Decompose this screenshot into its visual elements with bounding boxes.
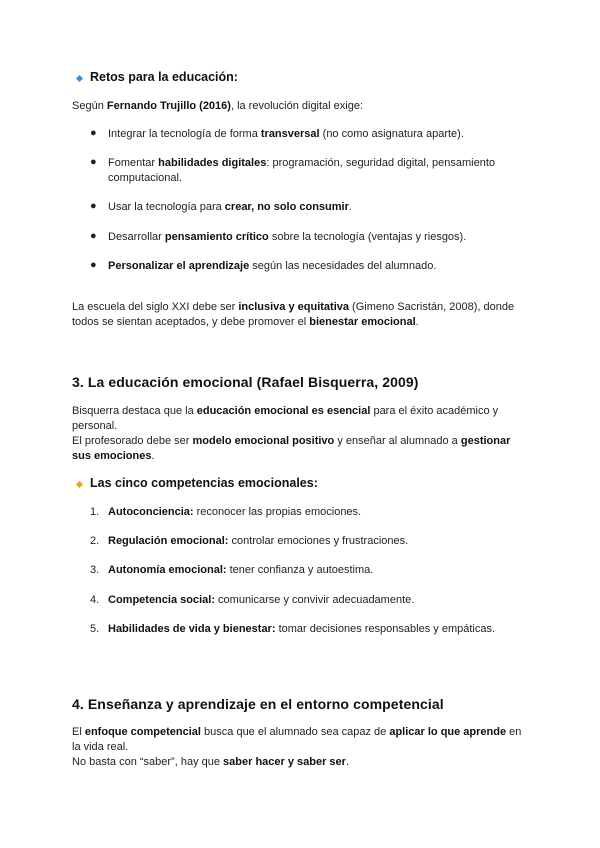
bullet-dot-icon: ● [90,127,97,139]
retos-heading: Retos para la educación: [90,70,238,84]
list-number: 4. [90,594,100,606]
blue-diamond-bullet-icon [76,75,83,82]
retos-intro: Según Fernando Trujillo (2016), la revolución digital exige: [72,100,364,112]
section-3-heading: 3. La educación emocional (Rafael Bisquerra, 2009) [72,374,419,390]
list-item: Competencia social: comunicarse y convivir adecuadamente. [108,594,415,606]
list-item: Regulación emocional: controlar emociones y frustraciones. [108,535,409,547]
list-item: Habilidades de vida y bienestar: tomar decisiones responsables y empáticas. [108,623,496,635]
list-item: Integrar la tecnología de forma transversal (no como asignatura aparte). [108,128,464,140]
list-number: 1. [90,506,100,518]
list-item: Autonomía emocional: tener confianza y autoestima. [108,564,374,576]
bullet-dot-icon: ● [90,156,97,168]
bullet-dot-icon: ● [90,200,97,212]
section-4-paragraph: El enfoque competencial busca que el alumnado sea capaz de aplicar lo que aprende en la vida real. No basta con “saber”, hay que saber hacer y saber ser. [72,726,522,768]
retos-closing-paragraph: La escuela del siglo XXI debe ser inclusiva y equitativa (Gimeno Sacristán, 2008), donde todos se sientan aceptados, y debe promover el bienestar emocional. [72,301,515,328]
list-item: Autoconciencia: reconocer las propias emociones. [108,506,362,518]
section-4-heading: 4. Enseñanza y aprendizaje en el entorno competencial [72,696,444,712]
list-number: 2. [90,535,100,547]
bullet-dot-icon: ● [90,230,97,242]
bullet-dot-icon: ● [90,259,97,271]
list-number: 3. [90,564,100,576]
section-3-paragraph: Bisquerra destaca que la educación emocional es esencial para el éxito académico y personal. El profesorado debe ser modelo emocional positivo y enseñar al alumnado a gestionar sus emociones. [72,405,511,462]
list-item: Personalizar el aprendizaje según las necesidades del alumnado. [108,260,437,272]
orange-diamond-bullet-icon [76,481,83,488]
list-number: 5. [90,623,100,635]
competencias-subheading: Las cinco competencias emocionales: [90,476,318,490]
list-item: Fomentar habilidades digitales: programación, seguridad digital, pensamiento computacional. [108,157,496,184]
list-item: Usar la tecnología para crear, no solo consumir. [108,201,352,213]
list-item: Desarrollar pensamiento crítico sobre la tecnología (ventajas y riesgos). [108,231,467,243]
